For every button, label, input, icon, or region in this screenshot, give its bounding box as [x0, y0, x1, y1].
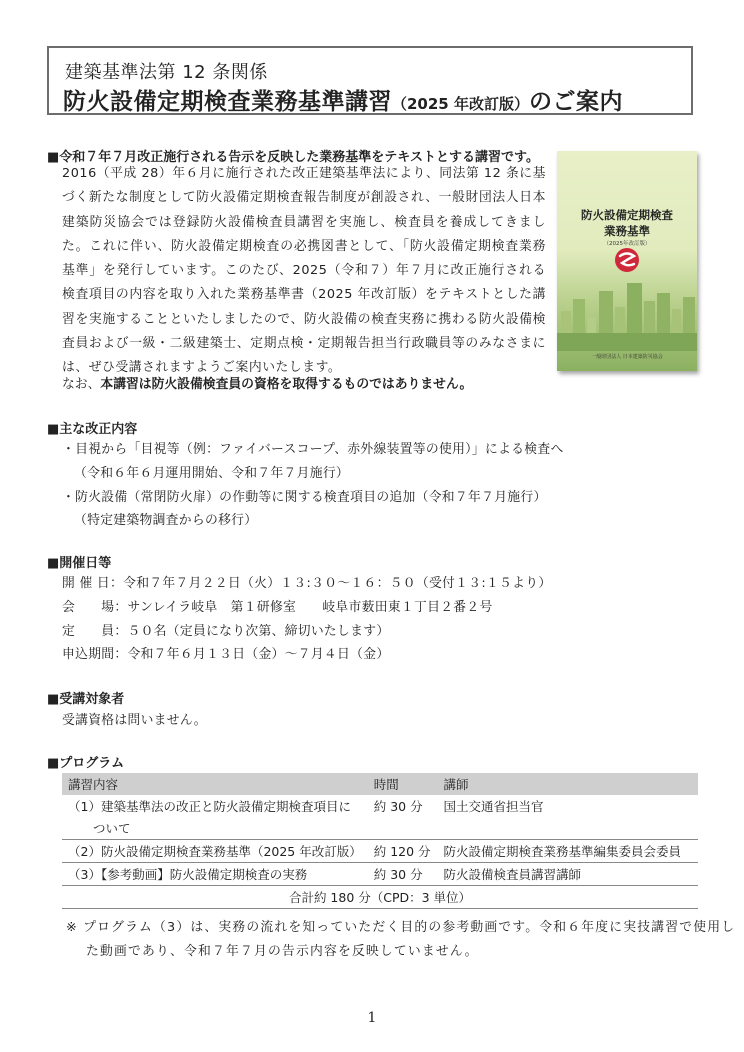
- program-lecturer: 防火設備検査員講習講師: [437, 863, 698, 886]
- schedule-label: 定 員：: [62, 624, 128, 639]
- book-cover-logo-icon: [614, 247, 640, 273]
- schedule-row-application: [62, 643, 389, 662]
- table-row-continuation: [62, 817, 698, 840]
- intro-note-bold: 本講習は防火設備検査員の資格を取得するものではありません。: [100, 377, 473, 392]
- table-row: [62, 863, 698, 886]
- book-cover-cityscape: [557, 271, 697, 351]
- table-row: [62, 840, 698, 863]
- book-cover-title-line2: 業務基準: [604, 224, 650, 238]
- revision-item-2-sub: （特定建築物調査からの移行）: [74, 513, 258, 528]
- column-header-time: 時間: [368, 773, 438, 795]
- intro-body: 2016（平成 28）年６月に施行された改正建築基準法により、同法第 12 条に基づく新たな制度として防火設備定期検査報告制度が創設され、一般財団法人日本建築防災協会では登録防火設備検査員講習を実施し、検査員を養成してきました。これに伴い、防火設備定期検査の必携図書として、「防火設備定期検査業務基準」を発行しています。このたび、2025（令和７）年７月に改正施行される検査項目の内容を取り入れた業務基準書（2025 年改訂版）をテキストとした講習を実施することといたしましたので、防火設備の検査実務に携わる防火設備検査員および一級・二級建築士、定期点検・定期報告担当行政職員等のみなさまには、ぜひ受講されますようご案内いたします。: [62, 166, 546, 376]
- title-tail: のご案内: [528, 89, 623, 115]
- schedule-value: ５０名（定員になり次第、締切いたします）: [127, 624, 390, 639]
- schedule-label: 申込期間：: [62, 647, 128, 662]
- intro-note-prefix: なお、: [62, 377, 101, 392]
- document-title: [63, 83, 623, 116]
- program-heading: ■プログラム: [47, 756, 125, 771]
- program-content: （2）防火設備定期検査業務基準（2025 年改訂版）: [62, 840, 368, 863]
- title-main-text: 防火設備定期検査業務基準講習: [63, 89, 392, 115]
- program-content: （1）建築基準法の改正と防火設備定期検査項目に: [68, 799, 351, 814]
- program-time: 約 30 分: [373, 799, 423, 814]
- program-content: （3）【参考動画】防火設備定期検査の実務: [62, 863, 368, 886]
- program-table: [62, 773, 698, 909]
- eligibility-text: 受講資格は問いません。: [62, 713, 207, 728]
- program-lecturer: 国土交通省担当官: [443, 799, 544, 814]
- schedule-row-capacity: [62, 620, 389, 639]
- schedule-value: 令和７年６月１３日（金）～７月４日（金）: [127, 647, 390, 662]
- table-row: [62, 795, 698, 817]
- schedule-label: 開 催 日：: [62, 576, 124, 591]
- book-cover-edition: （2025年改訂版）: [603, 241, 651, 247]
- book-cover-title: [557, 207, 697, 239]
- program-total-row: [62, 886, 698, 909]
- column-header-lecturer: 講師: [437, 773, 698, 795]
- program-time: 約 30 分: [368, 863, 438, 886]
- title-edition: （2025 年改訂版）: [392, 95, 529, 113]
- schedule-row-date: [62, 572, 551, 591]
- program-time: 約 120 分: [368, 840, 438, 863]
- schedule-row-venue: [62, 596, 493, 615]
- schedule-heading: ■開催日等: [47, 556, 112, 571]
- column-header-content: 講習内容: [62, 773, 368, 795]
- revision-item-1: ・目視から「目視等（例：ファイバースコープ、赤外線装置等の使用）」による検査へ: [62, 442, 564, 457]
- program-lecturer: 防火設備定期検査業務基準編集委員会委員: [437, 840, 698, 863]
- program-content-cont: ついて: [62, 817, 368, 840]
- document-subtitle: 建築基準法第 12 条関係: [65, 62, 268, 83]
- schedule-value: 令和７年７月２２日（火）１３:３０～１６：５０（受付１３:１５より）: [123, 576, 552, 591]
- revision-item-1-sub: （令和６年６月運用開始、令和７年７月施行）: [74, 466, 350, 481]
- revision-item-2: ・防火設備（常閉防火扉）の作動等に関する検査項目の追加（令和７年７月施行）: [62, 490, 547, 505]
- intro-note: [62, 373, 472, 392]
- schedule-label: 会 場：: [62, 600, 128, 615]
- program-footnote-line1: ※ プログラム（3）は、実務の流れを知っていただく目的の参考動画です。令和６年度に実技講習で使用し: [66, 920, 736, 935]
- program-total: 合計約 180 分（CPD：3 単位）: [62, 886, 698, 909]
- eligibility-heading: ■受講対象者: [47, 692, 125, 707]
- intro-heading: ■令和７年７月改正施行される告示を反映した業務基準をテキストとする講習です。: [47, 150, 539, 165]
- book-cover-publisher: 一般財団法人 日本建築防災協会: [591, 354, 663, 360]
- title-box: [47, 46, 693, 115]
- revisions-heading: ■主な改正内容: [47, 422, 138, 437]
- program-table-header: [62, 773, 698, 795]
- page-number: 1: [367, 1010, 377, 1026]
- book-cover-image: [557, 151, 697, 371]
- schedule-value: サンレイラ岐阜 第１研修室 岐阜市薮田東１丁目２番２号: [127, 600, 493, 615]
- book-cover-title-line1: 防火設備定期検査: [581, 208, 673, 222]
- program-footnote-line2: た動画であり、令和７年７月の告示内容を反映していません。: [86, 944, 479, 959]
